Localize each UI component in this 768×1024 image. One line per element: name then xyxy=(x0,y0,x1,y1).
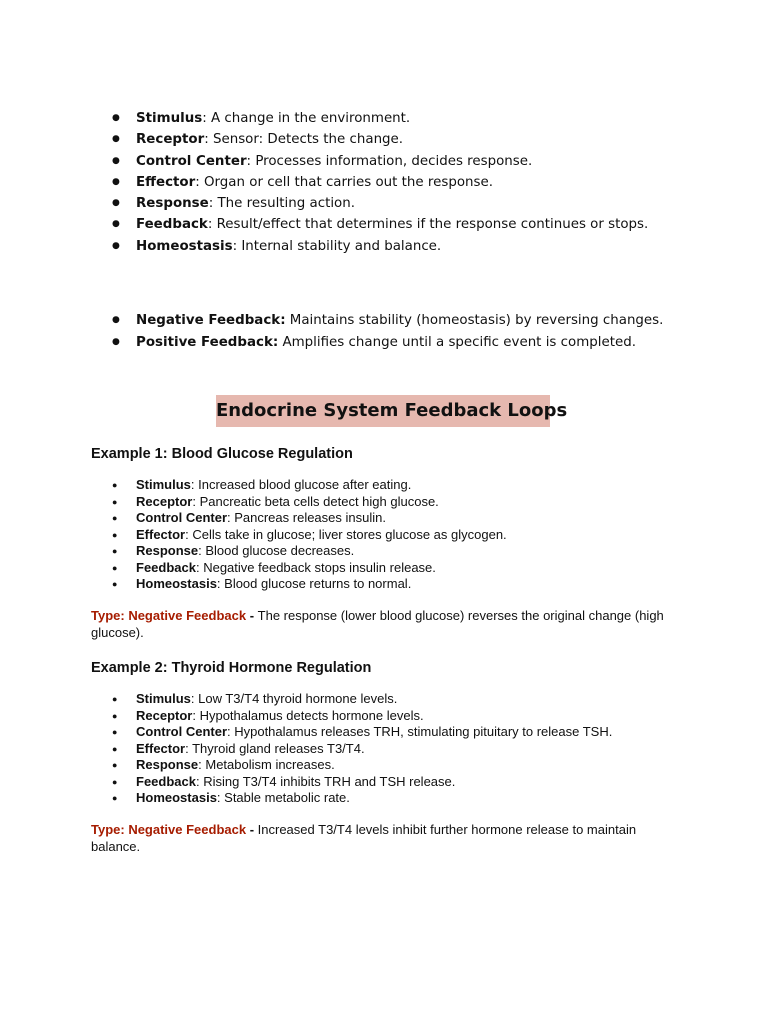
definition-term: Response xyxy=(136,196,209,212)
definition-text: : Sensor: Detects the change. xyxy=(204,132,404,148)
example-2-heading: Example 2: Thyroid Hormone Regulation xyxy=(91,660,372,676)
bullet-icon: ● xyxy=(112,776,118,787)
feedback-type-term: Negative Feedback: xyxy=(136,313,286,328)
type-label: Type: Negative Feedback xyxy=(91,822,247,837)
item-term: Feedback xyxy=(136,559,196,575)
item-term: Response xyxy=(136,543,199,558)
bullet-icon: ● xyxy=(112,134,120,145)
list-item xyxy=(112,560,732,577)
type-dash: - xyxy=(246,608,258,623)
feedback-type-text: Amplifies change until a specific event is completed. xyxy=(278,334,636,350)
definition-term: Control Center xyxy=(136,153,247,169)
bullet-icon: ● xyxy=(112,155,120,166)
bullet-icon: ● xyxy=(112,480,118,490)
item-text: : Negative feedback stops insulin release. xyxy=(195,559,436,575)
item-text: : Increased blood glucose after eating. xyxy=(190,477,412,492)
list-item xyxy=(112,310,732,332)
bullet-icon: ● xyxy=(112,176,120,187)
bullet-icon: ● xyxy=(112,113,120,123)
definition-text: : The resulting action. xyxy=(208,196,355,212)
list-item xyxy=(112,724,732,741)
item-text: : Pancreas releases insulin. xyxy=(227,510,386,525)
feedback-type-term: Positive Feedback: xyxy=(136,334,279,350)
bullet-icon: ● xyxy=(112,198,120,209)
item-text: : Rising T3/T4 inhibits TRH and TSH release. xyxy=(195,773,456,789)
item-text: : Hypothalamus releases TRH, stimulating pituitary to release TSH. xyxy=(227,724,613,739)
definition-text: : Processes information, decides response. xyxy=(246,153,533,169)
type-explanation: Increased T3/T4 levels inhibit further hormone release to maintain balance. xyxy=(91,822,637,854)
list-item xyxy=(112,741,732,758)
bullet-icon: ● xyxy=(112,315,120,325)
bullet-icon: ● xyxy=(112,743,118,754)
definition-term: Receptor xyxy=(136,132,205,148)
definitions-list xyxy=(112,108,732,257)
bullet-icon: ● xyxy=(112,694,118,704)
item-text: : Blood glucose returns to normal. xyxy=(216,576,412,591)
list-item xyxy=(112,774,732,791)
item-term: Control Center xyxy=(136,510,227,525)
item-text: : Hypothalamus detects hormone levels. xyxy=(192,707,424,723)
list-item xyxy=(112,708,732,725)
list-item xyxy=(112,576,732,593)
example-2-type-note xyxy=(91,821,681,855)
item-term: Effector xyxy=(136,526,186,542)
item-text: : Metabolism increases. xyxy=(198,757,335,772)
item-term: Control Center xyxy=(136,724,227,739)
item-term: Stimulus xyxy=(136,477,191,492)
bullet-icon: ● xyxy=(112,793,118,803)
bullet-icon: ● xyxy=(112,336,120,347)
feedback-type-text: Maintains stability (homeostasis) by reversing changes. xyxy=(285,313,664,328)
bullet-icon: ● xyxy=(112,240,120,251)
definition-term: Stimulus xyxy=(136,111,203,126)
list-item xyxy=(112,193,732,214)
item-term: Effector xyxy=(136,740,186,756)
item-term: Feedback xyxy=(136,773,196,789)
list-item xyxy=(112,757,732,774)
feedback-types-list xyxy=(112,310,732,353)
list-item xyxy=(112,790,732,807)
item-text: : Low T3/T4 thyroid hormone levels. xyxy=(190,691,398,706)
definition-term: Feedback xyxy=(136,217,208,233)
example-1-list xyxy=(112,477,732,593)
bullet-icon: ● xyxy=(112,219,120,230)
list-item xyxy=(112,494,732,511)
example-1-type-note xyxy=(91,607,681,641)
list-item xyxy=(112,527,732,544)
list-item xyxy=(112,332,732,354)
example-2-list xyxy=(112,691,732,807)
bullet-icon: ● xyxy=(112,546,118,556)
definition-text: : A change in the environment. xyxy=(202,111,411,126)
bullet-icon: ● xyxy=(112,496,118,507)
definition-text: : Result/effect that determines if the response continues or stops. xyxy=(207,217,649,233)
list-item xyxy=(112,129,732,150)
list-item xyxy=(112,236,732,257)
bullet-icon: ● xyxy=(112,727,118,737)
item-term: Receptor xyxy=(136,493,193,509)
item-text: : Pancreatic beta cells detect high glucose. xyxy=(192,493,439,509)
list-item xyxy=(112,510,732,527)
item-text: : Cells take in glucose; liver stores glucose as glycogen. xyxy=(185,526,507,542)
list-item xyxy=(112,214,732,235)
bullet-icon: ● xyxy=(112,562,118,573)
list-item xyxy=(112,108,732,129)
bullet-icon: ● xyxy=(112,529,118,540)
list-item xyxy=(112,477,732,494)
item-text: : Blood glucose decreases. xyxy=(198,543,355,558)
list-item xyxy=(112,151,732,172)
item-term: Receptor xyxy=(136,707,193,723)
list-item xyxy=(112,172,732,193)
bullet-icon: ● xyxy=(112,513,118,523)
definition-term: Homeostasis xyxy=(136,238,233,254)
item-term: Homeostasis xyxy=(136,790,217,805)
type-label: Type: Negative Feedback xyxy=(91,608,247,623)
type-dash: - xyxy=(246,822,258,837)
bullet-icon: ● xyxy=(112,760,118,770)
section-title: Endocrine System Feedback Loops xyxy=(216,395,550,427)
bullet-icon: ● xyxy=(112,579,118,589)
list-item xyxy=(112,543,732,560)
item-term: Stimulus xyxy=(136,691,191,706)
type-explanation: The response (lower blood glucose) reverses the original change (high glucose). xyxy=(91,608,664,640)
example-1-heading: Example 1: Blood Glucose Regulation xyxy=(91,446,353,462)
bullet-icon: ● xyxy=(112,710,118,721)
item-term: Response xyxy=(136,757,199,772)
item-term: Homeostasis xyxy=(136,576,217,591)
definition-term: Effector xyxy=(136,174,196,190)
list-item xyxy=(112,691,732,708)
definition-text: : Internal stability and balance. xyxy=(232,238,442,254)
item-text: : Stable metabolic rate. xyxy=(216,790,350,805)
definition-text: : Organ or cell that carries out the response. xyxy=(195,174,493,190)
item-text: : Thyroid gland releases T3/T4. xyxy=(185,740,365,756)
